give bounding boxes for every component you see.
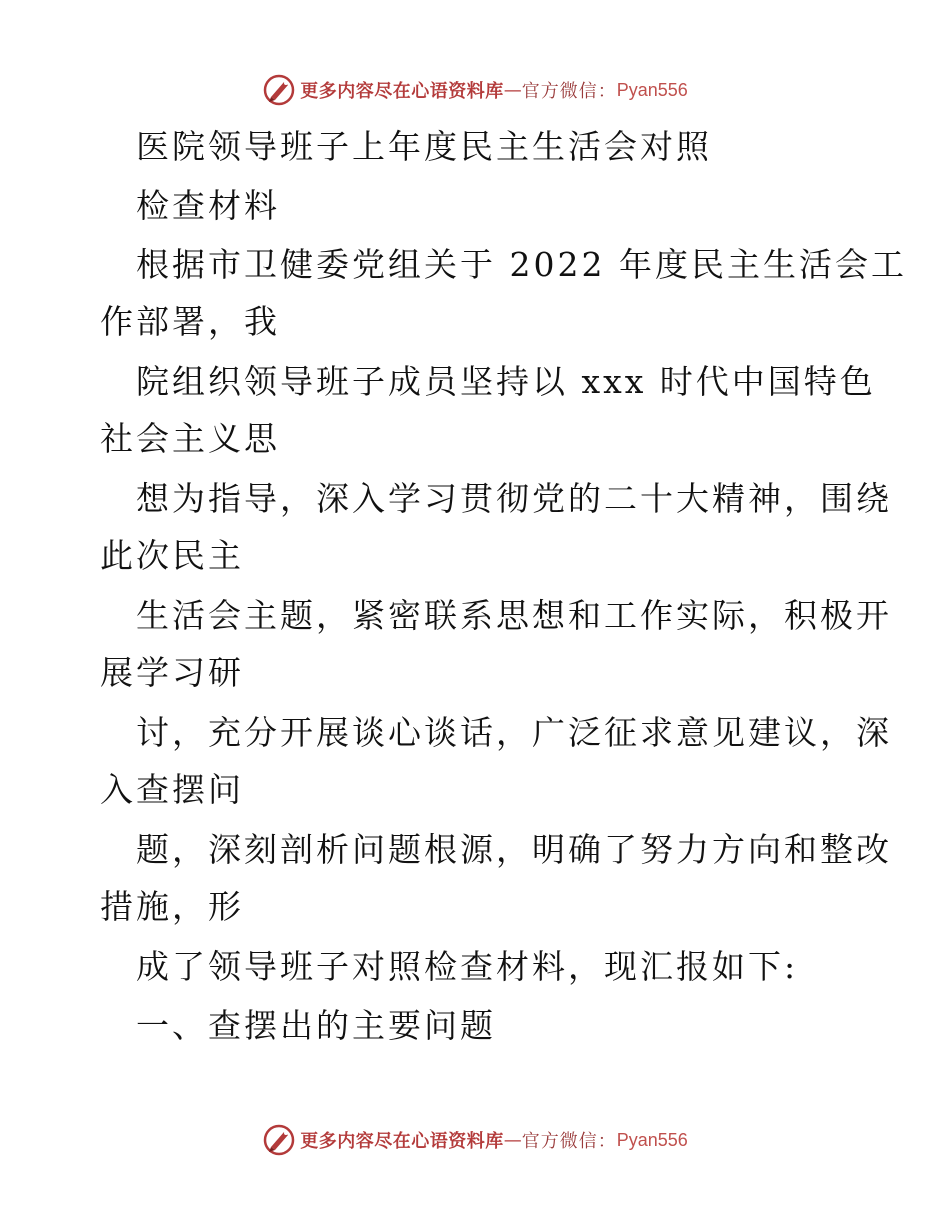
watermark-sub-text: 官方微信： bbox=[521, 1131, 617, 1152]
watermark-wechat-id: Pyan556 bbox=[616, 79, 688, 100]
body-line: 院组织领导班子成员坚持以 xxx 时代中国特色 bbox=[136, 362, 876, 401]
watermark-sub-text: 官方微信： bbox=[521, 81, 617, 102]
watermark-dash: — bbox=[503, 79, 522, 101]
title-line-2: 检查材料 bbox=[136, 186, 280, 225]
body-line: 根据市卫健委党组关于 2022 年度民主生活会工 bbox=[136, 245, 907, 284]
body-line: 讨，充分开展谈心谈话，广泛征求意见建议，深 bbox=[136, 713, 892, 752]
body-line: 生活会主题，紧密联系思想和工作实际，积极开 bbox=[136, 596, 892, 635]
body-line: 入查摆问 bbox=[100, 770, 244, 809]
body-line: 成了领导班子对照检查材料，现汇报如下: bbox=[136, 947, 799, 986]
body-line: 展学习研 bbox=[100, 653, 244, 692]
watermark-main-text: 更多内容尽在心语资料库 bbox=[300, 1131, 504, 1152]
body-line: 作部署，我 bbox=[100, 302, 280, 341]
pen-logo-icon bbox=[262, 73, 296, 107]
pen-logo-icon bbox=[262, 1123, 296, 1157]
watermark-dash: — bbox=[503, 1129, 522, 1151]
watermark-header bbox=[0, 70, 950, 110]
body-line: 社会主义思 bbox=[100, 419, 280, 458]
body-line: 题，深刻剖析问题根源，明确了努力方向和整改 bbox=[136, 830, 892, 869]
watermark-footer bbox=[0, 1120, 950, 1160]
body-line: 想为指导，深入学习贯彻党的二十大精神，围绕 bbox=[136, 479, 892, 518]
title-line-1: 医院领导班子上年度民主生活会对照 bbox=[136, 127, 712, 166]
watermark-main-text: 更多内容尽在心语资料库 bbox=[300, 81, 504, 102]
body-line: 此次民主 bbox=[100, 536, 244, 575]
section-heading: 一、查摆出的主要问题 bbox=[136, 1006, 496, 1045]
body-line: 措施，形 bbox=[100, 887, 244, 926]
watermark-wechat-id: Pyan556 bbox=[616, 1129, 688, 1150]
